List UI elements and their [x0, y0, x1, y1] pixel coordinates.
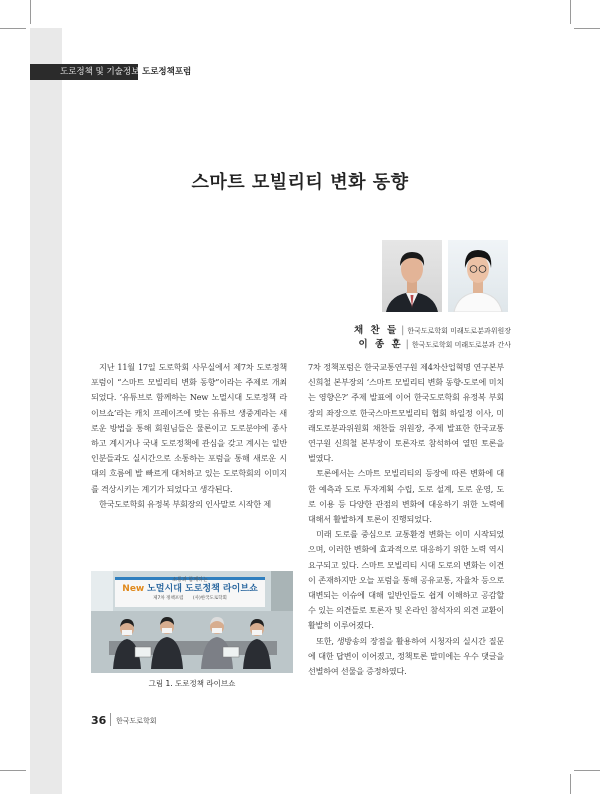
author-byline: 채 찬 들 | 한국도로학회 미래도로분과위원장: [353, 325, 511, 336]
author-byline: 이 종 훈 | 한국도로학회 미래도로분과 간사: [358, 339, 511, 350]
event-photo: [91, 571, 293, 673]
crop-mark: [570, 0, 571, 24]
page-number: 36: [91, 714, 107, 727]
section-label: 도로정책포럼: [142, 67, 192, 77]
author-photo: [448, 240, 508, 312]
paragraph: 지난 11월 17일 도로학회 사무실에서 제7차 도로정책포럼이 “스마트 모빌리티 변화 동향”이라는 주제로 개최되었다. ‘유튜브로 함께하는 New 노멀시대 도로정책 라이브쇼’라는 캐치 프레이즈에 맞는 유튜브 생중계라는 새로운 방법을 통해 회원님들은 물론이고 도로분야에 종사하고 계시거나 국내 도로정책에 관심을 갖고 계시는 일반인분들과도 실시간으로 소통하는 포럼을 통해 새로운 시대의 흐름에 발 빠르게 대처하고 있는 도로학회의 이미지를 격상시키는 계기가 되었다고 생각된다.: [91, 362, 287, 494]
crop-mark: [570, 774, 571, 794]
banner-subtitle: 제7차 정책포럼: [153, 596, 184, 601]
side-margin-bar: [30, 28, 62, 794]
author-photo: [382, 240, 442, 312]
body-column-left: [91, 360, 287, 512]
banner-org: (사)한국도로학회: [192, 596, 227, 601]
crop-mark: [0, 770, 26, 771]
publication-name: 한국도로학회: [116, 717, 157, 725]
footer-divider: [110, 713, 111, 726]
author-name: 이 종 훈: [358, 339, 403, 350]
article-title: 스마트 모빌리티 변화 동향: [191, 172, 409, 193]
body-column-right: [308, 360, 504, 679]
figure-caption: 그림 1. 도로정책 라이브쇼: [148, 679, 236, 688]
crop-mark: [30, 0, 31, 24]
crop-mark: [574, 28, 600, 29]
crop-mark: [0, 28, 26, 29]
author-affiliation: 한국도로학회 미래도로분과 간사: [411, 341, 511, 349]
banner-tagline: 소통과 함께하는: [172, 577, 208, 583]
banner-title: New 노멀시대 도로정책 라이브쇼: [122, 584, 258, 594]
paragraph: 또한, 생방송의 장점을 활용하여 시청자의 실시간 질문에 대한 답변이 이어졌고, 정책토론 말미에는 우수 댓글을 선별하여 선물을 증정하였다.: [308, 635, 504, 677]
author-name: 채 찬 들: [353, 325, 399, 336]
crop-mark: [574, 770, 600, 771]
paragraph: 미래 도로를 중심으로 교통환경 변화는 이미 시작되었으며, 이러한 변화에 효과적으로 대응하기 위한 노력 역시 요구되고 있다. 스마트 모빌리티 시대 도로의 변화는 이견이 존재하지만 오늘 포럼을 통해 공유교통, 자율차 등으로 대변되는 이슈에 대해 일반인들도 쉽게 이해하고 공감할 수 있는 의견들로 토론자 및 온라인 참석자의 의견 교환이 활발히 이루어졌다.: [308, 529, 504, 631]
paragraph: 한국도로학회 유정복 부회장의 인사말로 시작한 제: [99, 498, 271, 509]
paragraph: 토론에서는 스마트 모빌리티의 등장에 따른 변화에 대한 예측과 도로 투자계획 수립, 도로 설계, 도로 운영, 도로 이용 등 다양한 관점의 변화에 대응하기 위한 노력에 대해서 활발하게 토론이 진행되었다.: [308, 468, 504, 525]
section-tag: 도로정책 및 기술정보: [30, 64, 138, 80]
author-affiliation: 한국도로학회 미래도로분과위원장: [407, 327, 511, 335]
paragraph: 7차 정책포럼은 한국교통연구원 제4차산업혁명 연구본부 신희철 본부장의 ‘스마트 모빌리티 변화 동향-도로에 미치는 영향은?’ 주제 발표에 이어 한국도로학회 유정복 부회장의 좌장으로 한국스마트모빌리티 협회 하일정 이사, 미래도로분과위원회 채찬들 위원장, 주제 발표한 한국교통연구원 신희철 본부장이 토론자로 참석하여 열띤 토론을 벌였다.: [308, 362, 504, 464]
